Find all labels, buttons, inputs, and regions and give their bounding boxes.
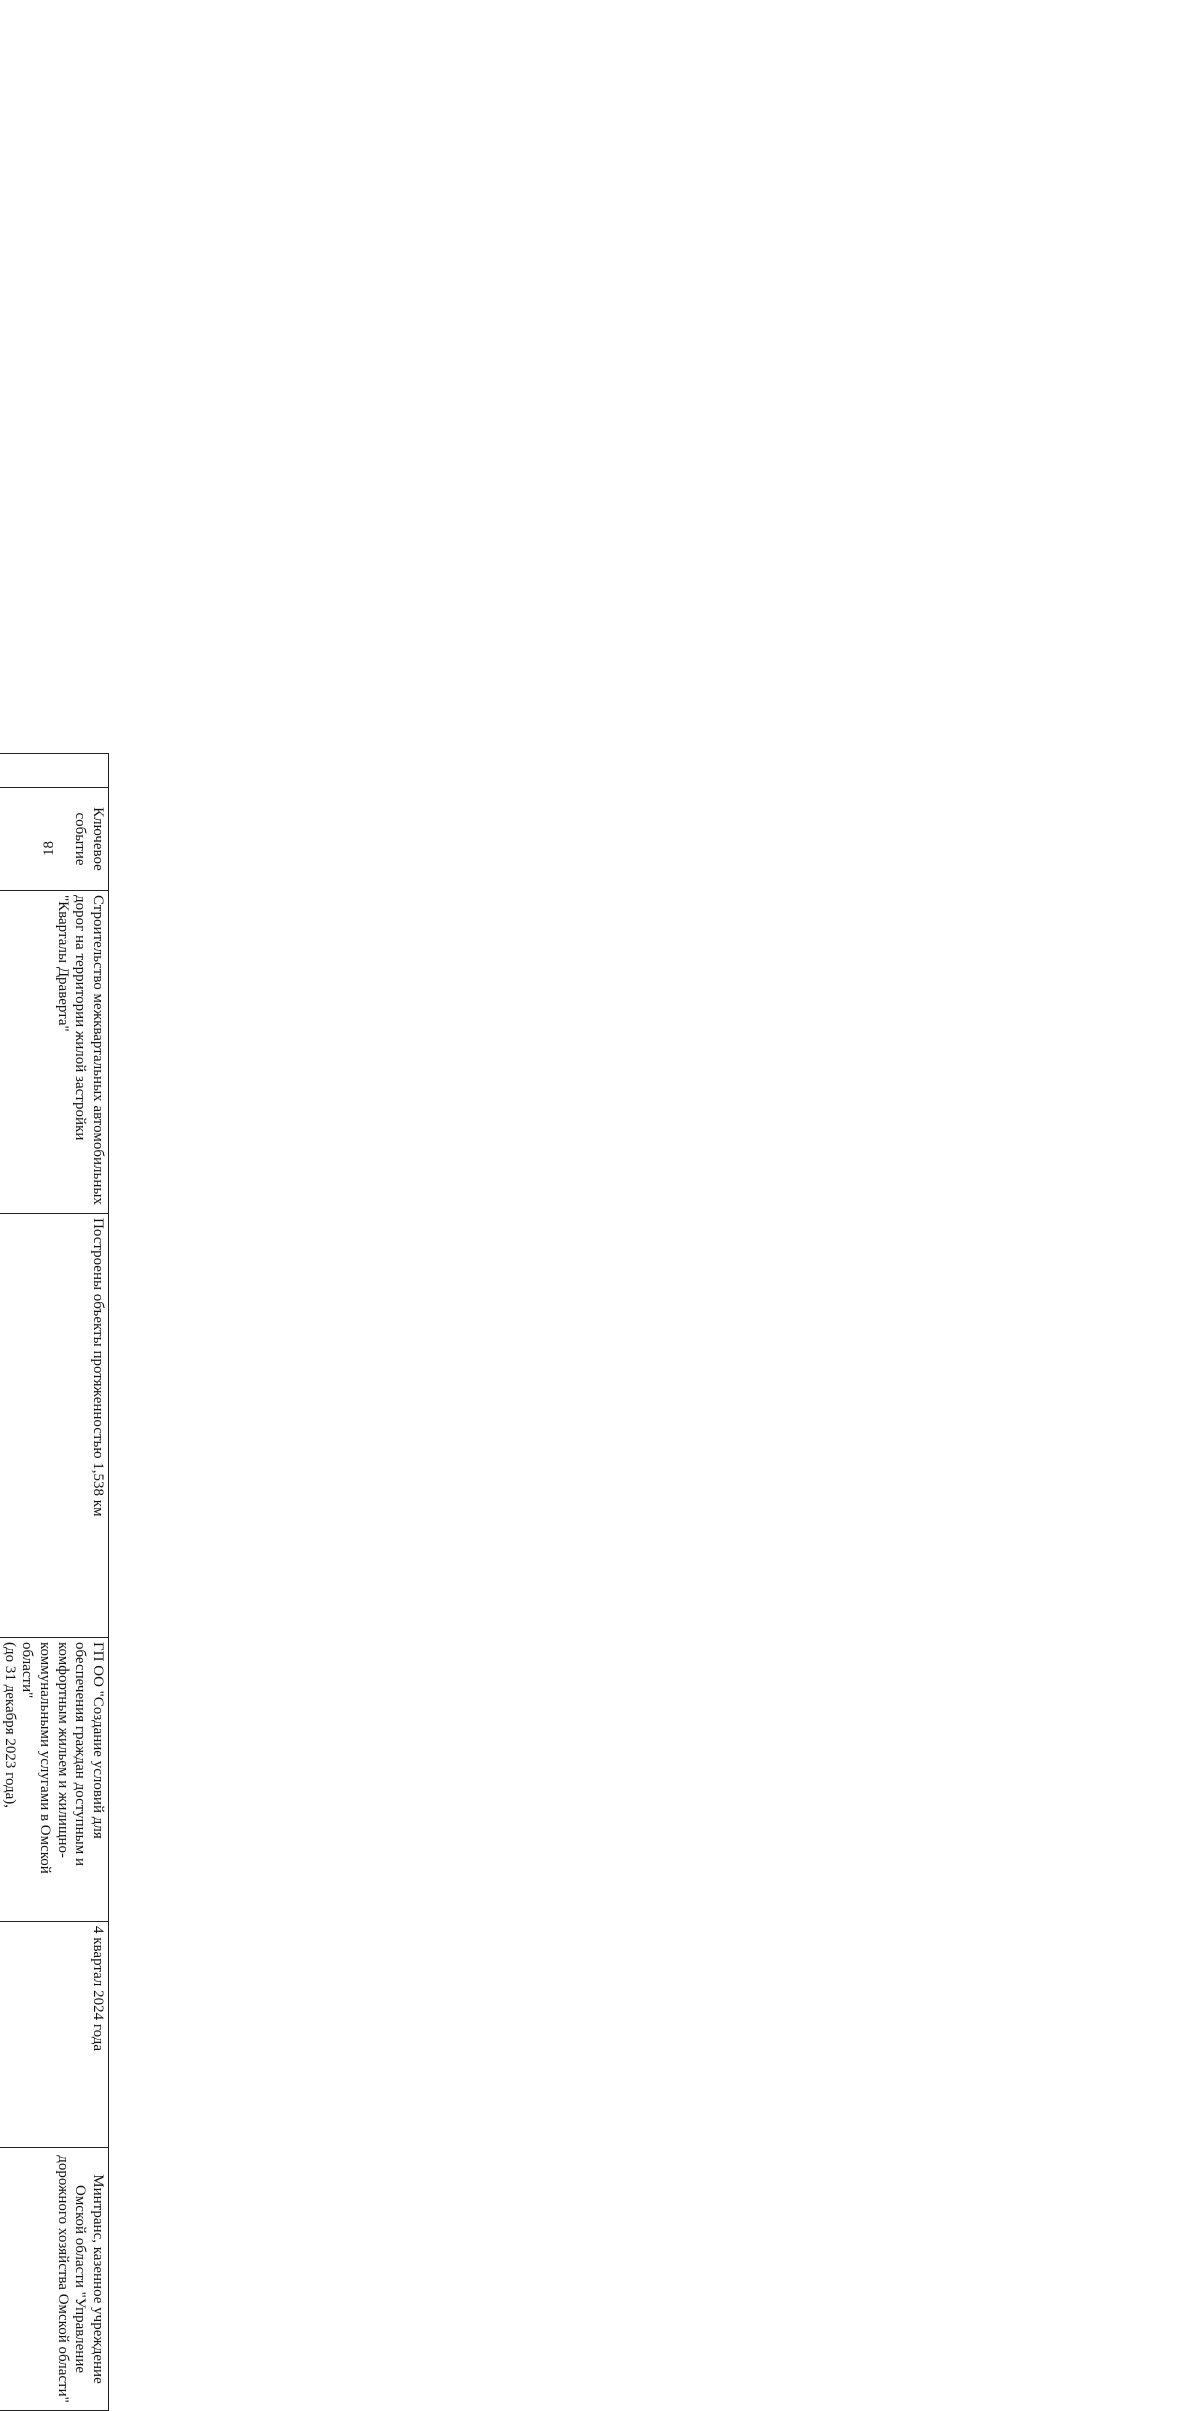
table-row <box>0 754 109 2411</box>
page-number: 18 <box>41 841 57 856</box>
responsible-cell: Минтранс, казенное учреждение Омской области "Управление дорожного хозяйства Омской области" <box>0 2148 109 2411</box>
table-cell-empty <box>0 754 109 788</box>
document-cell: ГП ОО "Создание условий для обеспечения граждан доступным и комфортным жильем и жилищно-коммунальными услугами в Омской области" (до 31 декабря 2023 года), <box>0 1638 109 1922</box>
events-table <box>0 753 109 2411</box>
event-type-cell: Ключевое событие <box>0 788 109 891</box>
deadline-cell: 4 квартал 2024 года <box>0 1922 109 2148</box>
rotated-table-container <box>0 753 109 2410</box>
event-name-cell: Строительство межквартальных автомобильных дорог на территории жилой застройки "Кварталы Драверта" <box>0 891 109 1214</box>
result-cell: Построены объекты протяженностью 1,538 км <box>0 1214 109 1638</box>
